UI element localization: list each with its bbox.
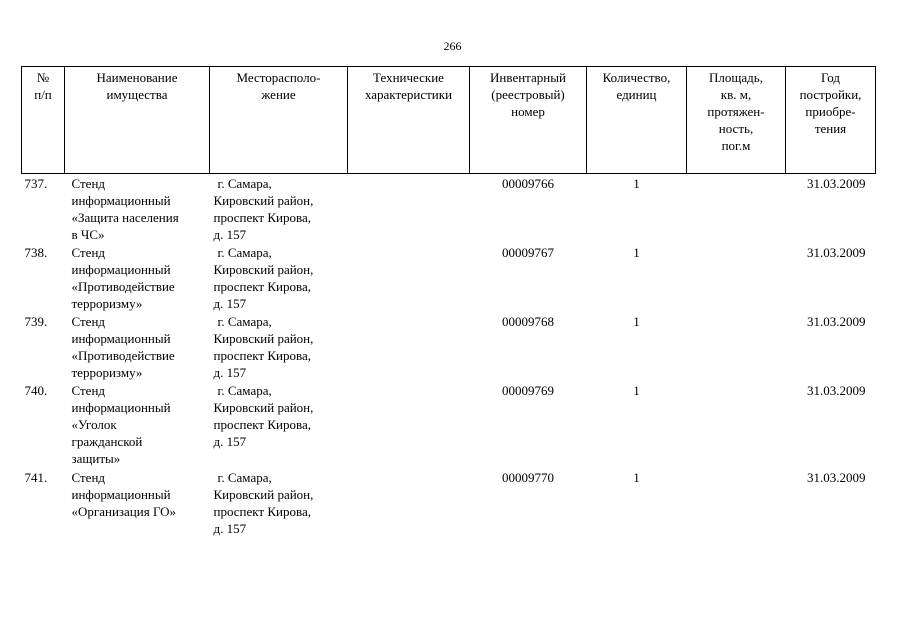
location-line: Кировский район,	[213, 331, 314, 346]
header-line: имущества	[106, 87, 168, 102]
quantity: 1	[633, 176, 640, 191]
header-inventory	[470, 67, 587, 174]
technical-characteristics	[348, 174, 470, 244]
location-line: д. 157	[213, 521, 247, 536]
header-line: кв. м,	[720, 87, 752, 102]
location-line: проспект Кирова,	[213, 348, 311, 363]
name-line: «Противодействие	[71, 279, 175, 294]
property-location	[210, 468, 348, 537]
location-line: д. 157	[213, 227, 247, 242]
header-line: Месторасполо-	[236, 70, 321, 85]
area	[687, 243, 786, 312]
header-line: (реестровый)	[491, 87, 565, 102]
header-line: Год	[820, 70, 841, 85]
header-line: Наименование	[96, 70, 178, 85]
location-line: проспект Кирова,	[213, 210, 311, 225]
name-line: «Противодействие	[71, 348, 175, 363]
name-line: информационный	[71, 262, 171, 277]
row-number: 738.	[24, 245, 48, 260]
property-location	[210, 174, 348, 244]
name-line: информационный	[71, 400, 171, 415]
header-quantity	[587, 67, 687, 174]
area	[687, 312, 786, 381]
location-line: Кировский район,	[213, 193, 314, 208]
header-line: постройки,	[799, 87, 862, 102]
name-line: информационный	[71, 487, 171, 502]
header-line: приобре-	[805, 104, 856, 119]
header-location	[210, 67, 348, 174]
location-line: Кировский район,	[213, 400, 314, 415]
location-line: проспект Кирова,	[213, 417, 311, 432]
name-line: «Защита населения	[71, 210, 179, 225]
name-line: терроризму»	[71, 365, 143, 380]
header-line: протяжен-	[707, 104, 765, 119]
table-row	[22, 381, 876, 468]
acquisition-date: 31.03.2009	[807, 245, 866, 260]
row-number: 739.	[24, 314, 48, 329]
location-line: г. Самара,	[217, 383, 272, 398]
technical-characteristics	[348, 381, 470, 468]
inventory-number: 00009770	[502, 470, 554, 485]
header-line: жение	[261, 87, 296, 102]
header-line: характеристики	[364, 87, 453, 102]
property-name	[65, 312, 210, 381]
area	[687, 468, 786, 537]
name-line: Стенд	[71, 314, 106, 329]
location-line: Кировский район,	[213, 487, 314, 502]
acquisition-date: 31.03.2009	[807, 470, 866, 485]
table-row	[22, 468, 876, 537]
location-line: г. Самара,	[217, 176, 272, 191]
quantity: 1	[633, 314, 640, 329]
location-line: д. 157	[213, 434, 247, 449]
name-line: терроризму»	[71, 296, 143, 311]
header-line: единиц	[616, 87, 657, 102]
header-line: Инвентарный	[490, 70, 566, 85]
quantity: 1	[633, 383, 640, 398]
property-name	[65, 468, 210, 537]
header-line: №	[36, 70, 50, 85]
property-location	[210, 381, 348, 468]
header-number	[22, 67, 65, 174]
property-registry-table	[21, 66, 875, 537]
name-line: информационный	[71, 193, 171, 208]
name-line: гражданской	[71, 434, 143, 449]
property-name	[65, 381, 210, 468]
header-name	[65, 67, 210, 174]
quantity: 1	[633, 245, 640, 260]
location-line: проспект Кирова,	[213, 279, 311, 294]
name-line: Стенд	[71, 176, 106, 191]
technical-characteristics	[348, 312, 470, 381]
property-location	[210, 243, 348, 312]
acquisition-date: 31.03.2009	[807, 383, 866, 398]
header-line: тения	[814, 121, 847, 136]
quantity: 1	[633, 470, 640, 485]
row-number: 740.	[24, 383, 48, 398]
header-line: номер	[511, 104, 545, 119]
table-row	[22, 174, 876, 244]
header-line: Технические	[373, 70, 444, 85]
name-line: Стенд	[71, 383, 106, 398]
header-technical	[348, 67, 470, 174]
property-location	[210, 312, 348, 381]
location-line: д. 157	[213, 365, 247, 380]
inventory-number: 00009767	[502, 245, 554, 260]
name-line: «Уголок	[71, 417, 117, 432]
registry-table	[21, 66, 876, 537]
header-year	[786, 67, 876, 174]
header-line: Площадь,	[709, 70, 763, 85]
technical-characteristics	[348, 468, 470, 537]
name-line: защиты»	[71, 451, 121, 466]
inventory-number: 00009769	[502, 383, 554, 398]
table-row	[22, 243, 876, 312]
location-line: г. Самара,	[217, 245, 272, 260]
inventory-number: 00009768	[502, 314, 554, 329]
inventory-number: 00009766	[502, 176, 554, 191]
acquisition-date: 31.03.2009	[807, 176, 866, 191]
name-line: Стенд	[71, 245, 106, 260]
location-line: Кировский район,	[213, 262, 314, 277]
area	[687, 174, 786, 244]
property-name	[65, 174, 210, 244]
header-line: Количество,	[602, 70, 671, 85]
row-number: 737.	[24, 176, 48, 191]
row-number: 741.	[24, 470, 48, 485]
area	[687, 381, 786, 468]
name-line: информационный	[71, 331, 171, 346]
page-number: 266	[443, 39, 462, 53]
name-line: в ЧС»	[71, 227, 105, 242]
header-line: п/п	[34, 87, 52, 102]
location-line: д. 157	[213, 296, 247, 311]
header-line: пог.м	[721, 138, 751, 153]
location-line: г. Самара,	[217, 314, 272, 329]
name-line: Стенд	[71, 470, 106, 485]
location-line: проспект Кирова,	[213, 504, 311, 519]
property-name	[65, 243, 210, 312]
technical-characteristics	[348, 243, 470, 312]
table-row	[22, 312, 876, 381]
header-area	[687, 67, 786, 174]
header-line: ность,	[718, 121, 754, 136]
location-line: г. Самара,	[217, 470, 272, 485]
acquisition-date: 31.03.2009	[807, 314, 866, 329]
table-header-row	[22, 67, 876, 174]
name-line: «Организация ГО»	[71, 504, 177, 519]
